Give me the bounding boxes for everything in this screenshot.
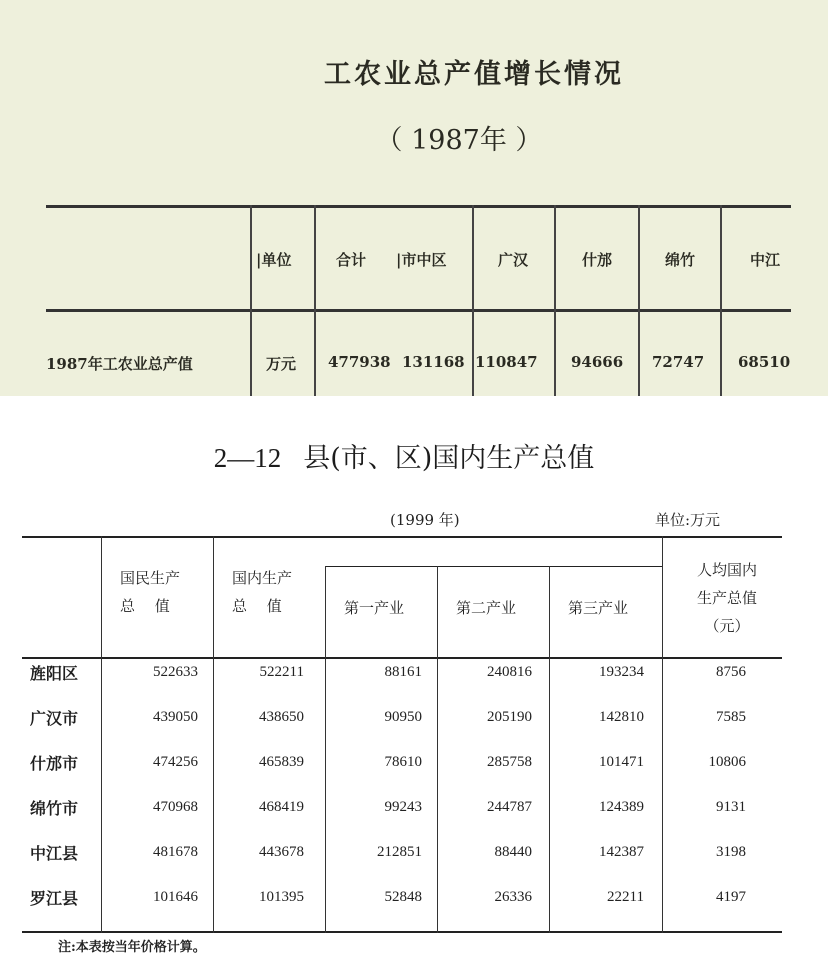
row-label: 1987年工农业总产值: [46, 355, 193, 373]
cell-primary: 78610: [384, 754, 422, 770]
subheader-rule: [325, 566, 662, 567]
cell-gnp: 474256: [153, 754, 198, 770]
top-title: 工农业总产值增长情况: [324, 59, 624, 90]
cell-per-capita: 7585: [716, 709, 746, 725]
table-top-rule: [22, 536, 782, 538]
header-secondary: 第二产业: [456, 599, 517, 617]
cell-gdp: 468419: [259, 799, 304, 815]
header-gdp: 国内生产 总 值: [232, 569, 293, 615]
cell-primary: 90950: [384, 709, 422, 725]
cell-tertiary: 142810: [599, 709, 644, 725]
cell-tertiary: 193234: [599, 664, 644, 680]
top-scan-section: [0, 0, 828, 396]
cell-gdp: 465839: [259, 754, 304, 770]
cell-gnp: 101646: [153, 889, 198, 905]
cell-value: 477938: [328, 353, 391, 371]
table-header-rule: [22, 657, 782, 659]
table-bottom-rule: [22, 931, 782, 933]
cell-gnp: 481678: [153, 844, 198, 860]
table-year: (1999 年): [390, 511, 460, 529]
header-primary: 第一产业: [344, 599, 405, 617]
cell-secondary: 285758: [487, 754, 532, 770]
cell-tertiary: 101471: [599, 754, 644, 770]
cell-value: 72747: [652, 353, 705, 371]
cell-value: 68510: [738, 353, 791, 371]
cell-primary: 99243: [384, 799, 422, 815]
cell-tertiary: 22211: [607, 889, 644, 905]
column-divider: [638, 205, 640, 396]
row-name: 旌阳区: [30, 664, 79, 683]
top-table-rule: [46, 309, 791, 312]
cell-gnp: 439050: [153, 709, 198, 725]
header-zhongjiang: 中江: [750, 251, 781, 269]
cell-unit: 万元: [266, 355, 297, 373]
header-gnp: 国民生产 总 值: [120, 569, 181, 615]
column-divider: [720, 205, 722, 396]
column-divider: [549, 566, 550, 933]
cell-value: 131168: [402, 353, 465, 371]
cell-secondary: 240816: [487, 664, 532, 680]
cell-gnp: 470968: [153, 799, 198, 815]
column-divider: [554, 205, 556, 396]
cell-per-capita: 10806: [708, 754, 746, 770]
column-divider: [472, 205, 474, 396]
column-divider: [213, 536, 214, 933]
cell-tertiary: 124389: [599, 799, 644, 815]
cell-secondary: 26336: [494, 889, 532, 905]
row-name: 罗江县: [30, 889, 79, 908]
bottom-section: [0, 396, 828, 965]
row-name: 绵竹市: [30, 799, 79, 818]
header-mianzhu: 绵竹: [665, 251, 696, 269]
cell-value: 110847: [475, 353, 538, 371]
column-divider: [325, 566, 326, 933]
cell-per-capita: 4197: [716, 889, 746, 905]
header-tertiary: 第三产业: [568, 599, 629, 617]
column-divider: [314, 205, 316, 396]
row-name: 中江县: [30, 844, 79, 863]
cell-primary: 52848: [384, 889, 422, 905]
cell-value: 94666: [571, 353, 624, 371]
gdp-table: [22, 536, 782, 933]
cell-per-capita: 8756: [716, 664, 746, 680]
cell-primary: 88161: [384, 664, 422, 680]
column-divider: [250, 205, 252, 396]
cell-gdp: 522211: [259, 664, 304, 680]
cell-per-capita: 3198: [716, 844, 746, 860]
header-district: |市中区: [396, 251, 447, 269]
header-shifang: 什邡: [582, 251, 613, 269]
table-unit: 单位:万元: [655, 511, 721, 529]
cell-tertiary: 142387: [599, 844, 644, 860]
header-total: 合计: [336, 251, 367, 269]
header-per-capita: 人均国内 生产总值 （元）: [696, 561, 757, 635]
table-number: 2—12: [213, 443, 282, 473]
column-divider: [437, 566, 438, 933]
cell-gdp: 438650: [259, 709, 304, 725]
header-guanghan: 广汉: [498, 251, 529, 269]
row-name: 什邡市: [30, 754, 79, 773]
top-subtitle: （ 1987年 ）: [375, 125, 543, 156]
header-unit: |单位: [256, 251, 292, 269]
table-title: [0, 436, 828, 475]
cell-secondary: 205190: [487, 709, 532, 725]
table-title-text: 县(市、区)国内生产总值: [303, 443, 595, 474]
cell-gdp: 101395: [259, 889, 304, 905]
cell-secondary: 244787: [487, 799, 532, 815]
cell-gnp: 522633: [153, 664, 198, 680]
cell-primary: 212851: [377, 844, 422, 860]
row-name: 广汉市: [30, 709, 79, 728]
column-divider: [662, 536, 663, 933]
column-divider: [101, 536, 102, 933]
cell-secondary: 88440: [494, 844, 532, 860]
cell-per-capita: 9131: [716, 799, 746, 815]
table-note: 注:本表按当年价格计算。: [58, 940, 206, 955]
top-table-rule: [46, 205, 791, 208]
cell-gdp: 443678: [259, 844, 304, 860]
